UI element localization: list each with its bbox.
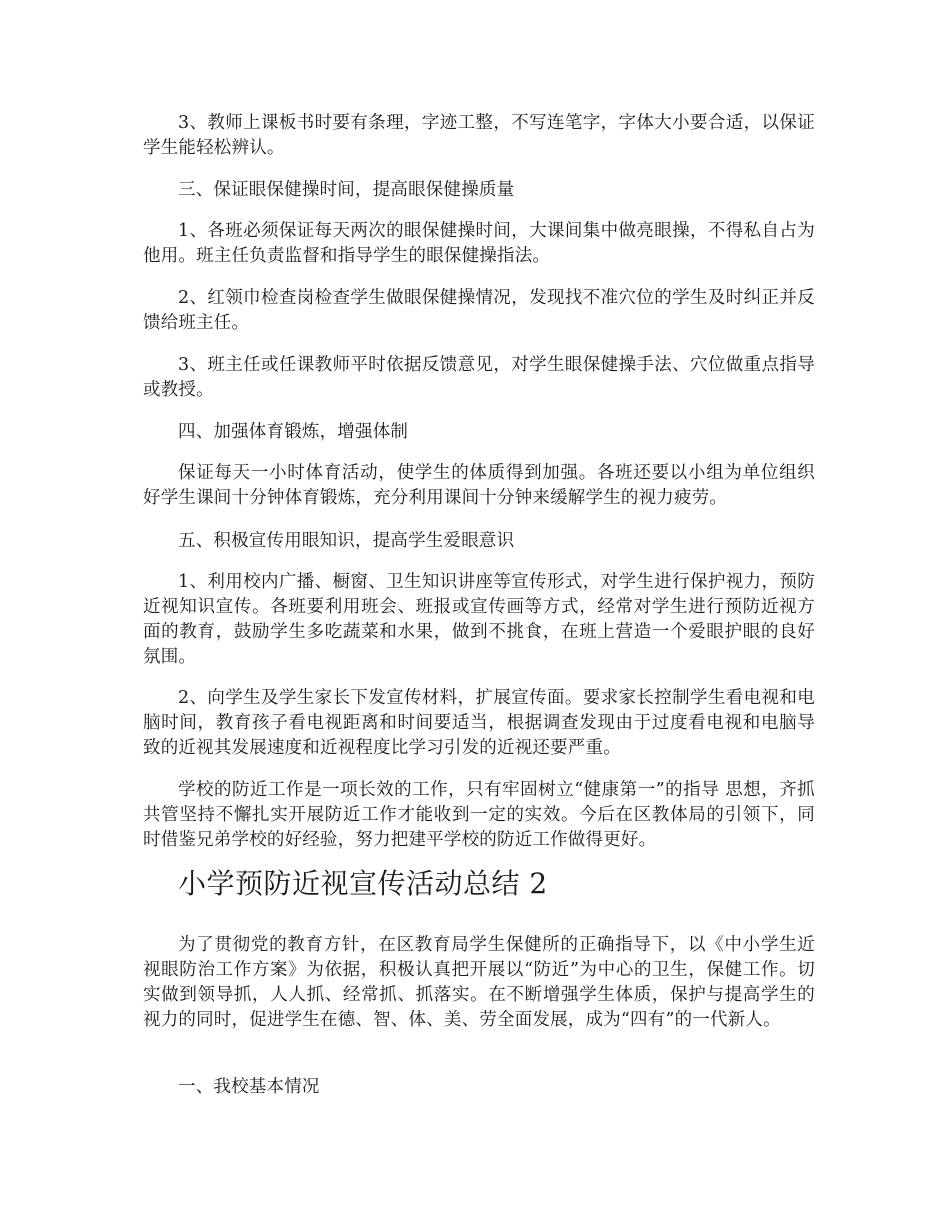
section-title: 小学预防近视宣传活动总结 2	[178, 867, 548, 900]
paragraph-teacher-blackboard: 3、教师上课板书时要有条理，字迹工整，不写连笔字，字体大小要合适，以保证学生能轻松辨认。	[143, 113, 815, 158]
heading-school-basics: 一、我校基本情况	[178, 1077, 320, 1097]
paragraph-parent-materials: 2、向学生及学生家长下发宣传材料，扩展宣传面。要求家长控制学生看电视和电脑时间，教育孩子看电视距离和时间要适当，根据调查发现由于过度看电视和电脑导致的近视其发展速度和近视程度比学习引发的近视还要严重。	[143, 688, 815, 758]
heading-eye-exercise: 三、保证眼保健操时间，提高眼保健操质量	[178, 180, 515, 200]
paragraph-intro-policy: 为了贯彻党的教育方针，在区教育局学生保健所的正确指导下，以《中小学生近视眼防治工作方案》为依据，积极认真把开展以“防近”为中心的卫生，保健工作。切实做到领导抓，人人抓、经常抓、抓落实。在不断增强学生体质，保护与提高学生的视力的同时，促进学生在德、智、体、美、劳全面发展，成为“四有”的一代新人。	[143, 935, 815, 1030]
paragraph-conclusion: 学校的防近工作是一项长效的工作，只有牢固树立“健康第一”的指导 思想，齐抓共管坚持不懈扎实开展防近工作才能收到一定的实效。今后在区教体局的引领下，同时借鉴兄弟学校的好经验，努力把建平学校的防近工作做得更好。	[143, 780, 815, 850]
paragraph-red-scarf-check: 2、红领巾检查岗检查学生做眼保健操情况，发现找不准穴位的学生及时纠正并反馈给班主任。	[143, 288, 815, 333]
paragraph-teacher-guidance: 3、班主任或任课教师平时依据反馈意见，对学生眼保健操手法、穴位做重点指导或教授。	[143, 355, 815, 400]
paragraph-school-publicity: 1、利用校内广播、橱窗、卫生知识讲座等宣传形式，对学生进行保护视力，预防近视知识宣传。各班要利用班会、班报或宣传画等方式，经常对学生进行预防近视方面的教育，鼓励学生多吃蔬菜和水果，做到不挑食，在班上营造一个爱眼护眼的良好氛围。	[143, 572, 815, 667]
heading-physical-exercise: 四、加强体育锻炼，增强体制	[178, 422, 409, 442]
heading-eye-knowledge: 五、积极宣传用眼知识，提高学生爱眼意识	[178, 531, 515, 551]
paragraph-physical-activity: 保证每天一小时体育活动，使学生的体质得到加强。各班还要以小组为单位组织好学生课间十分钟体育锻炼，充分利用课间十分钟来缓解学生的视力疲劳。	[143, 463, 815, 508]
paragraph-eye-exercise-time: 1、各班必须保证每天两次的眼保健操时间，大课间集中做亮眼操，不得私自占为他用。班主任负责监督和指导学生的眼保健操指法。	[143, 221, 815, 266]
